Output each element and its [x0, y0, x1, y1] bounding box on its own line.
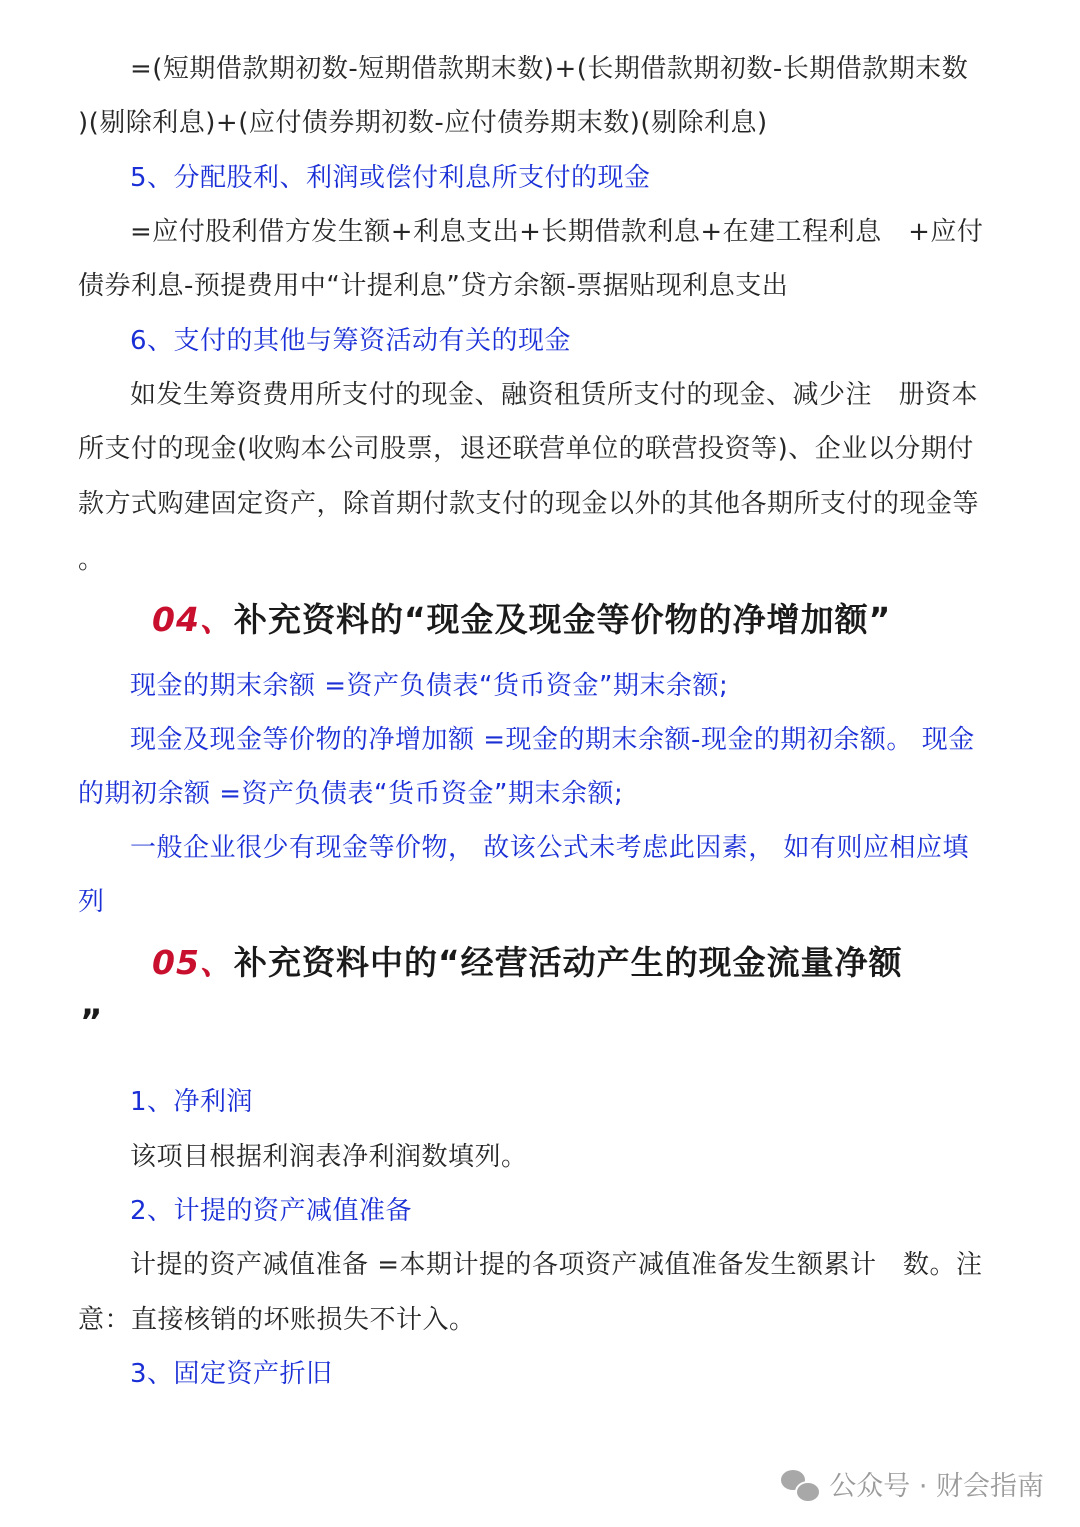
- item-5-body-2: 债券利息-预提费用中“计提利息”贷方余额-票据贴现利息支出: [78, 271, 789, 301]
- s05-item-2-body-1: 计提的资产减值准备 =本期计提的各项资产减值准备发生额累计 数。注: [130, 1250, 983, 1280]
- section-04-number: 04、: [152, 600, 234, 639]
- s05-item-1-body: 该项目根据利润表净利润数填列。: [130, 1142, 528, 1172]
- s05-item-2-body-2: 意：直接核销的坏账损失不计入。: [78, 1305, 476, 1335]
- item-5-title: 5、分配股利、利润或偿付利息所支付的现金: [130, 163, 651, 193]
- section-05-title: 补充资料中的“经营活动产生的现金流量净额: [233, 943, 903, 982]
- formula-line-1: =(短期借款期初数-短期借款期末数)+(长期借款期初数-长期借款期末数: [130, 54, 969, 84]
- s04-line-4: 一般企业很少有现金等价物， 故该公式未考虑此因素， 如有则应相应填: [130, 833, 970, 863]
- s04-line-2: 现金及现金等价物的净增加额 =现金的期末余额-现金的期初余额。 现金: [130, 725, 975, 755]
- wechat-icon: [781, 1468, 819, 1500]
- item-6-title: 6、支付的其他与筹资活动有关的现金: [130, 326, 572, 356]
- section-04-title: 补充资料的“现金及现金等价物的净增加额”: [233, 600, 892, 639]
- item-6-body-1: 如发生筹资费用所支付的现金、融资租赁所支付的现金、减少注 册资本: [130, 380, 979, 410]
- s04-line-1: 现金的期末余额 =资产负债表“货币资金”期末余额;: [130, 671, 729, 701]
- section-05-number: 05、: [152, 943, 234, 982]
- item-6-body-4: 。: [78, 545, 105, 575]
- section-04-heading: [152, 598, 891, 642]
- s04-line-3: 的期初余额 =资产负债表“货币资金”期末余额;: [78, 779, 624, 809]
- formula-line-2: )(剔除利息)+(应付债券期初数-应付债券期末数)(剔除利息): [78, 108, 768, 138]
- s05-item-2-title: 2、计提的资产减值准备: [130, 1196, 413, 1226]
- footer-text: 公众号 · 财会指南: [829, 1471, 1044, 1502]
- s05-item-1-title: 1、净利润: [130, 1087, 254, 1117]
- footer-watermark: [781, 1464, 1044, 1503]
- s04-line-5: 列: [78, 887, 105, 917]
- item-5-body-1: =应付股利借方发生额+利息支出+长期借款利息+在建工程利息 +应付: [130, 217, 984, 247]
- item-6-body-3: 款方式购建固定资产，除首期付款支付的现金以外的其他各期所支付的现金等: [78, 489, 980, 519]
- section-05-closing-quote: ”: [80, 1002, 103, 1042]
- s05-item-3-title: 3、固定资产折旧: [130, 1359, 333, 1389]
- section-05-heading: [152, 941, 903, 985]
- item-6-body-2: 所支付的现金(收购本公司股票，退还联营单位的联营投资等)、企业以分期付: [78, 434, 974, 464]
